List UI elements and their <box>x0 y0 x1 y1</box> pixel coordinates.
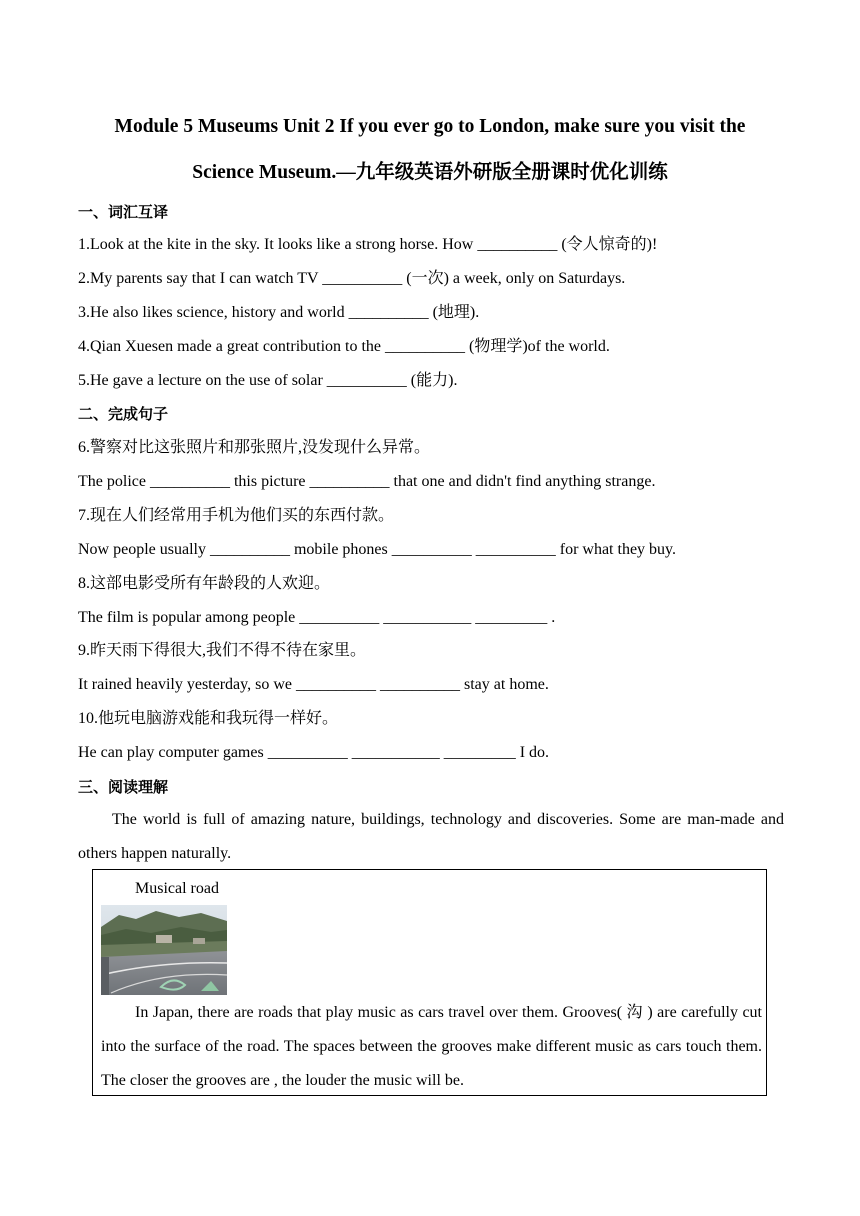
reading-box <box>92 869 767 1096</box>
question-10-chinese: 10.他玩电脑游戏能和我玩得一样好。 <box>78 710 339 727</box>
question-5: 5.He gave a lecture on the use of solar __________ (能力). <box>78 372 458 389</box>
question-2: 2.My parents say that I can watch TV __________ (一次) a week, only on Saturdays. <box>78 270 626 287</box>
section-complete-sentences: 二、完成句子 <box>78 405 169 423</box>
question-10-english: He can play computer games __________ ___________ _________ I do. <box>78 744 550 761</box>
question-9-chinese: 9.昨天雨下得很大,我们不得不待在家里。 <box>78 642 367 659</box>
question-9-english: It rained heavily yesterday, so we __________ __________ stay at home. <box>78 676 549 693</box>
section-vocabulary: 一、词汇互译 <box>78 203 169 221</box>
title-line-1: Module 5 Museums Unit 2 If you ever go to London, make sure you visit the <box>114 116 746 137</box>
question-6-chinese: 6.警察对比这张照片和那张照片,没发现什么异常。 <box>78 439 431 456</box>
question-1: 1.Look at the kite in the sky. It looks like a strong horse. How __________ (令人惊奇的)! <box>78 236 658 253</box>
question-8-english: The film is popular among people __________ ___________ _________ . <box>78 609 556 626</box>
question-8-chinese: 8.这部电影受所有年龄段的人欢迎。 <box>78 575 331 592</box>
title-line-2: Science Museum.—九年级英语外研版全册课时优化训练 <box>192 162 668 183</box>
section-reading: 三、阅读理解 <box>78 778 169 796</box>
question-4: 4.Qian Xuesen made a great contribution to the __________ (物理学)of the world. <box>78 338 610 355</box>
reading-intro: The world is full of amazing nature, buildings, technology and discoveries. Some are man-made and others happen naturally. <box>78 811 784 862</box>
question-6-english: The police __________ this picture __________ that one and didn't find anything strange. <box>78 473 656 490</box>
musical-road-photo <box>101 905 227 995</box>
musical-road-text: In Japan, there are roads that play music as cars travel over them. Grooves( 沟 ) are carefully cut into the surface of the road. The spaces between the grooves make different music as cars touch them. The closer the grooves are , the louder the music will be. <box>101 1004 762 1089</box>
question-7-chinese: 7.现在人们经常用手机为他们买的东西付款。 <box>78 507 395 524</box>
box-title: Musical road <box>135 880 219 897</box>
question-7-english: Now people usually __________ mobile phones __________ __________ for what they buy. <box>78 541 677 558</box>
question-3: 3.He also likes science, history and world __________ (地理). <box>78 304 480 321</box>
